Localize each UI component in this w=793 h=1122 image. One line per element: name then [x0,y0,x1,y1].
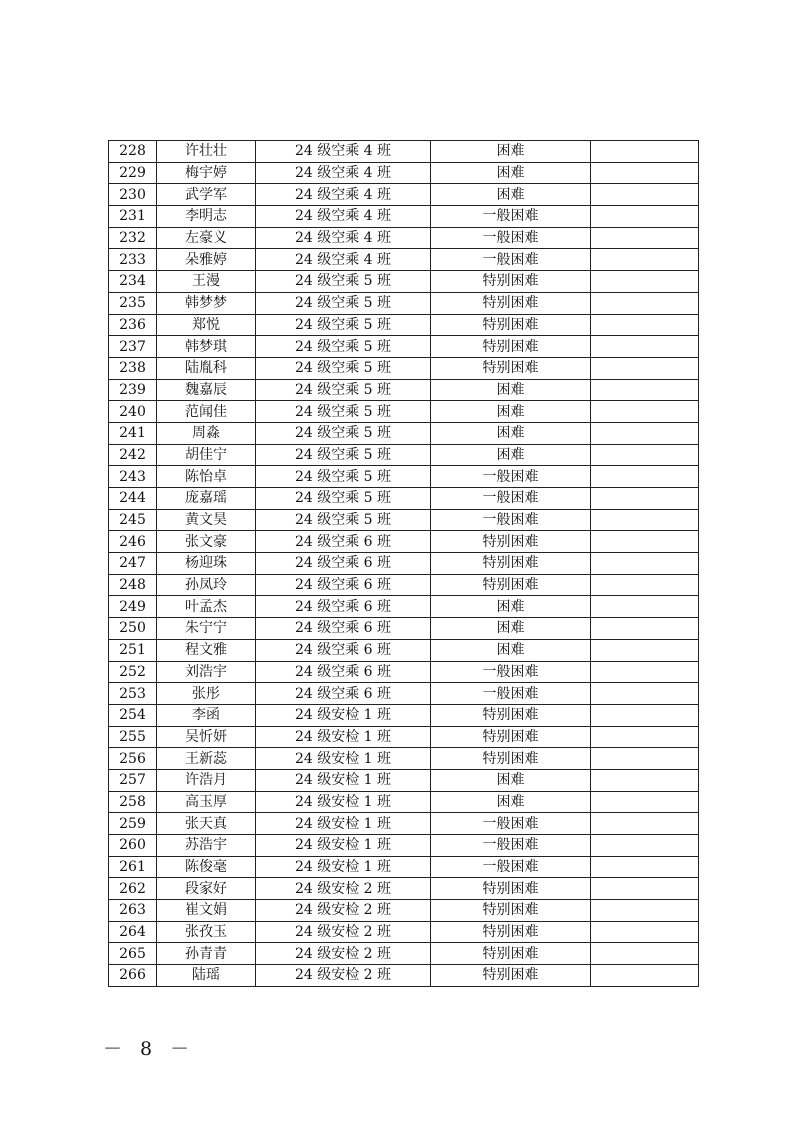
student-name-cell: 张天真 [157,813,256,835]
table-row [109,531,699,553]
remarks-cell [591,422,699,444]
difficulty-level-cell: 困难 [431,596,591,618]
row-number-cell: 258 [109,791,157,813]
row-number-cell: 256 [109,748,157,770]
student-name-cell: 张文豪 [157,531,256,553]
row-number-cell: 234 [109,271,157,293]
difficulty-level-cell: 一般困难 [431,466,591,488]
difficulty-level-cell: 特别困难 [431,314,591,336]
table-row [109,596,699,618]
table-row [109,401,699,423]
student-name-cell: 魏嘉辰 [157,379,256,401]
row-number-cell: 261 [109,856,157,878]
student-aid-table [108,140,699,987]
table-row [109,704,699,726]
row-number-cell: 248 [109,574,157,596]
remarks-cell [591,748,699,770]
difficulty-level-cell: 特别困难 [431,726,591,748]
class-cell: 24 级空乘 6 班 [256,661,431,683]
student-name-cell: 庞嘉瑶 [157,488,256,510]
student-name-cell: 朵雅婷 [157,249,256,271]
remarks-cell [591,444,699,466]
table-row [109,422,699,444]
difficulty-level-cell: 一般困难 [431,227,591,249]
student-name-cell: 左豪义 [157,227,256,249]
class-cell: 24 级空乘 5 班 [256,444,431,466]
remarks-cell [591,271,699,293]
remarks-cell [591,943,699,965]
difficulty-level-cell: 一般困难 [431,835,591,857]
class-cell: 24 级空乘 6 班 [256,618,431,640]
table-row [109,574,699,596]
table-row [109,618,699,640]
class-cell: 24 级空乘 4 班 [256,206,431,228]
student-name-cell: 李明志 [157,206,256,228]
remarks-cell [591,379,699,401]
row-number-cell: 239 [109,379,157,401]
class-cell: 24 级空乘 5 班 [256,509,431,531]
student-name-cell: 韩梦琪 [157,336,256,358]
student-name-cell: 范闻佳 [157,401,256,423]
remarks-cell [591,661,699,683]
class-cell: 24 级安检 1 班 [256,813,431,835]
student-name-cell: 段家好 [157,878,256,900]
remarks-cell [591,639,699,661]
student-name-cell: 刘浩宇 [157,661,256,683]
class-cell: 24 级空乘 6 班 [256,574,431,596]
difficulty-level-cell: 特别困难 [431,943,591,965]
row-number-cell: 229 [109,162,157,184]
row-number-cell: 232 [109,227,157,249]
remarks-cell [591,488,699,510]
difficulty-level-cell: 特别困难 [431,357,591,379]
class-cell: 24 级安检 1 班 [256,704,431,726]
remarks-cell [591,596,699,618]
remarks-cell [591,574,699,596]
student-name-cell: 黄文昊 [157,509,256,531]
class-cell: 24 级空乘 5 班 [256,357,431,379]
remarks-cell [591,791,699,813]
difficulty-level-cell: 一般困难 [431,683,591,705]
remarks-cell [591,618,699,640]
row-number-cell: 249 [109,596,157,618]
row-number-cell: 231 [109,206,157,228]
remarks-cell [591,314,699,336]
remarks-cell [591,401,699,423]
difficulty-level-cell: 特别困难 [431,292,591,314]
difficulty-level-cell: 一般困难 [431,856,591,878]
class-cell: 24 级空乘 5 班 [256,466,431,488]
row-number-cell: 250 [109,618,157,640]
table-row [109,184,699,206]
difficulty-level-cell: 特别困难 [431,553,591,575]
remarks-cell [591,227,699,249]
remarks-cell [591,509,699,531]
table-row [109,466,699,488]
student-name-cell: 李函 [157,704,256,726]
class-cell: 24 级空乘 5 班 [256,422,431,444]
class-cell: 24 级空乘 5 班 [256,314,431,336]
class-cell: 24 级空乘 4 班 [256,162,431,184]
page-number: － 8 － [103,1038,196,1060]
difficulty-level-cell: 困难 [431,769,591,791]
table-row [109,921,699,943]
table-row [109,965,699,987]
row-number-cell: 265 [109,943,157,965]
remarks-cell [591,357,699,379]
table-row [109,878,699,900]
difficulty-level-cell: 困难 [431,401,591,423]
difficulty-level-cell: 特别困难 [431,271,591,293]
class-cell: 24 级安检 2 班 [256,921,431,943]
class-cell: 24 级空乘 6 班 [256,683,431,705]
difficulty-level-cell: 困难 [431,639,591,661]
difficulty-level-cell: 一般困难 [431,813,591,835]
class-cell: 24 级空乘 5 班 [256,401,431,423]
row-number-cell: 264 [109,921,157,943]
student-name-cell: 韩梦梦 [157,292,256,314]
student-name-cell: 陈俊毫 [157,856,256,878]
row-number-cell: 253 [109,683,157,705]
student-name-cell: 高玉厚 [157,791,256,813]
row-number-cell: 262 [109,878,157,900]
row-number-cell: 236 [109,314,157,336]
class-cell: 24 级安检 2 班 [256,965,431,987]
student-name-cell: 王新蕊 [157,748,256,770]
remarks-cell [591,769,699,791]
difficulty-level-cell: 特别困难 [431,921,591,943]
class-cell: 24 级空乘 4 班 [256,249,431,271]
student-name-cell: 武学军 [157,184,256,206]
student-name-cell: 崔文娟 [157,900,256,922]
class-cell: 24 级空乘 4 班 [256,141,431,163]
row-number-cell: 257 [109,769,157,791]
class-cell: 24 级空乘 6 班 [256,639,431,661]
difficulty-level-cell: 一般困难 [431,488,591,510]
class-cell: 24 级空乘 6 班 [256,531,431,553]
difficulty-level-cell: 特别困难 [431,531,591,553]
row-number-cell: 251 [109,639,157,661]
table-row [109,206,699,228]
class-cell: 24 级空乘 5 班 [256,292,431,314]
difficulty-level-cell: 困难 [431,444,591,466]
student-name-cell: 陈怡卓 [157,466,256,488]
row-number-cell: 247 [109,553,157,575]
remarks-cell [591,336,699,358]
row-number-cell: 263 [109,900,157,922]
remarks-cell [591,553,699,575]
remarks-cell [591,466,699,488]
remarks-cell [591,531,699,553]
remarks-cell [591,835,699,857]
difficulty-level-cell: 特别困难 [431,965,591,987]
table-row [109,249,699,271]
row-number-cell: 260 [109,835,157,857]
difficulty-level-cell: 困难 [431,422,591,444]
student-name-cell: 张孜玉 [157,921,256,943]
table-row [109,271,699,293]
row-number-cell: 238 [109,357,157,379]
row-number-cell: 241 [109,422,157,444]
row-number-cell: 230 [109,184,157,206]
remarks-cell [591,878,699,900]
table-row [109,553,699,575]
row-number-cell: 228 [109,141,157,163]
student-name-cell: 胡佳宁 [157,444,256,466]
remarks-cell [591,683,699,705]
difficulty-level-cell: 困难 [431,618,591,640]
row-number-cell: 254 [109,704,157,726]
row-number-cell: 243 [109,466,157,488]
remarks-cell [591,921,699,943]
difficulty-level-cell: 困难 [431,141,591,163]
row-number-cell: 252 [109,661,157,683]
student-name-cell: 梅宇婷 [157,162,256,184]
student-name-cell: 陆胤科 [157,357,256,379]
remarks-cell [591,900,699,922]
difficulty-level-cell: 困难 [431,791,591,813]
class-cell: 24 级安检 1 班 [256,726,431,748]
student-name-cell: 周淼 [157,422,256,444]
student-name-cell: 杨迎珠 [157,553,256,575]
row-number-cell: 255 [109,726,157,748]
table-row [109,141,699,163]
table-row [109,509,699,531]
remarks-cell [591,162,699,184]
class-cell: 24 级安检 1 班 [256,856,431,878]
difficulty-level-cell: 一般困难 [431,661,591,683]
table-row [109,856,699,878]
class-cell: 24 级空乘 4 班 [256,227,431,249]
student-name-cell: 程文雅 [157,639,256,661]
table-row [109,943,699,965]
difficulty-level-cell: 特别困难 [431,574,591,596]
table-row [109,357,699,379]
difficulty-level-cell: 一般困难 [431,509,591,531]
student-name-cell: 郑悦 [157,314,256,336]
student-name-cell: 孙凤玲 [157,574,256,596]
remarks-cell [591,292,699,314]
student-name-cell: 许浩月 [157,769,256,791]
class-cell: 24 级空乘 5 班 [256,379,431,401]
class-cell: 24 级安检 1 班 [256,748,431,770]
remarks-cell [591,141,699,163]
table-row [109,683,699,705]
student-name-cell: 叶孟杰 [157,596,256,618]
student-name-cell: 吴忻妍 [157,726,256,748]
remarks-cell [591,184,699,206]
table-row [109,227,699,249]
student-name-cell: 陆瑶 [157,965,256,987]
row-number-cell: 235 [109,292,157,314]
student-name-cell: 孙青青 [157,943,256,965]
row-number-cell: 240 [109,401,157,423]
class-cell: 24 级空乘 6 班 [256,553,431,575]
table-row [109,791,699,813]
class-cell: 24 级安检 2 班 [256,943,431,965]
class-cell: 24 级空乘 6 班 [256,596,431,618]
table-row [109,292,699,314]
remarks-cell [591,813,699,835]
class-cell: 24 级安检 1 班 [256,769,431,791]
class-cell: 24 级空乘 5 班 [256,271,431,293]
class-cell: 24 级空乘 4 班 [256,184,431,206]
remarks-cell [591,206,699,228]
student-name-cell: 王漫 [157,271,256,293]
row-number-cell: 266 [109,965,157,987]
difficulty-level-cell: 特别困难 [431,900,591,922]
remarks-cell [591,249,699,271]
row-number-cell: 259 [109,813,157,835]
class-cell: 24 级安检 2 班 [256,878,431,900]
difficulty-level-cell: 一般困难 [431,249,591,271]
row-number-cell: 245 [109,509,157,531]
table-row [109,488,699,510]
difficulty-level-cell: 困难 [431,379,591,401]
table-row [109,900,699,922]
difficulty-level-cell: 特别困难 [431,878,591,900]
table-body [109,141,699,987]
student-name-cell: 张彤 [157,683,256,705]
difficulty-level-cell: 一般困难 [431,206,591,228]
class-cell: 24 级安检 2 班 [256,900,431,922]
student-name-cell: 许壮壮 [157,141,256,163]
table-row [109,379,699,401]
row-number-cell: 233 [109,249,157,271]
table-row [109,336,699,358]
table-row [109,813,699,835]
table-row [109,162,699,184]
class-cell: 24 级空乘 5 班 [256,488,431,510]
table-row [109,661,699,683]
remarks-cell [591,965,699,987]
row-number-cell: 246 [109,531,157,553]
remarks-cell [591,704,699,726]
difficulty-level-cell: 特别困难 [431,336,591,358]
class-cell: 24 级安检 1 班 [256,791,431,813]
table-row [109,835,699,857]
row-number-cell: 244 [109,488,157,510]
difficulty-level-cell: 特别困难 [431,748,591,770]
remarks-cell [591,856,699,878]
table-row [109,639,699,661]
difficulty-level-cell: 特别困难 [431,704,591,726]
student-name-cell: 苏浩宇 [157,835,256,857]
remarks-cell [591,726,699,748]
table-row [109,444,699,466]
difficulty-level-cell: 困难 [431,184,591,206]
row-number-cell: 237 [109,336,157,358]
table-row [109,748,699,770]
class-cell: 24 级安检 1 班 [256,835,431,857]
difficulty-level-cell: 困难 [431,162,591,184]
table-row [109,314,699,336]
row-number-cell: 242 [109,444,157,466]
class-cell: 24 级空乘 5 班 [256,336,431,358]
table-row [109,726,699,748]
table-row [109,769,699,791]
student-name-cell: 朱宁宁 [157,618,256,640]
